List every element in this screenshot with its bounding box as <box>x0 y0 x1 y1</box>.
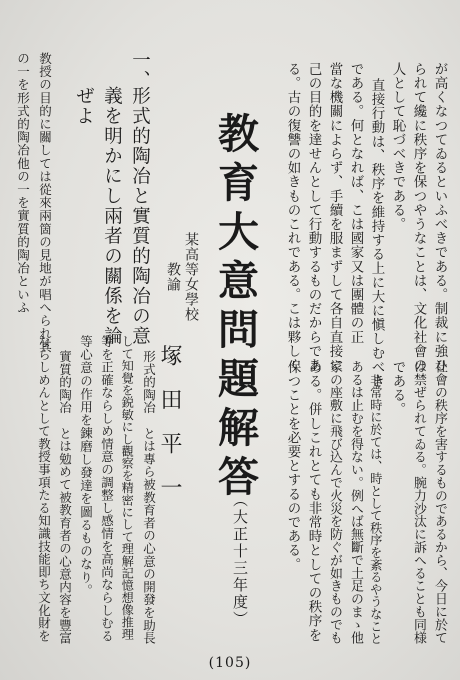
left-bottom-line-1: 形式的陶冶 とは專ら被教育者の心意の開發を助長 <box>141 350 157 645</box>
question-line-1: 形式的陶冶と實質的陶冶の意 <box>129 86 151 346</box>
article-title: 教育大意問題解答 <box>211 112 259 504</box>
left-bottom-line-6: ならしめんとして教授事項たる知識技能即ち文化財を <box>36 335 52 643</box>
question-line-3: ぜよ <box>73 86 95 126</box>
right-bottom-line-5: あるは止むを得ない。例へば無斷で土足のまゝ他 <box>347 360 363 644</box>
left-bottom-line-4: 等心意の作用を錬磨し發達を圖るものなり。 <box>78 335 94 597</box>
right-top-line-2: られて纔に秩序を保つやうなことは、文化社會の <box>410 62 427 373</box>
left-bottom-line-3: 等を正確ならしめ情意の調整し感情を高尚ならしむる <box>99 335 115 643</box>
right-bottom-line-4: 非常時に於ては、時として秩序を紊るやうなこと <box>368 374 383 645</box>
right-top-line-4: 直接行動は、秩序を維持する上に大に愼しむべき <box>368 78 385 389</box>
right-bottom-line-6: 家の座敷に飛び込んで火災を防ぐが如きものでも <box>326 360 342 644</box>
page-number: (105) <box>208 655 252 671</box>
right-bottom-line-3: である。 <box>389 360 406 417</box>
author-position: 教諭 <box>165 262 181 292</box>
right-top-line-6: 當な機關によらず、手續を服まずして各自直接に <box>326 62 343 373</box>
left-bottom-line-2: して知覺を鋭敏にし觀察を精密にして理解記憶想像推理 <box>120 335 135 640</box>
left-top-line-1: 教授の目的に關しては從來兩箇の見地が唱へられ其 <box>37 52 53 354</box>
question-number: 一、 <box>129 50 151 90</box>
right-bottom-line-2: は禁ぜられてゐる。腕力沙汰に訴へることも同様 <box>410 360 426 644</box>
right-top-line-3: 人として恥づべきである。 <box>389 62 406 232</box>
article-era: （大正十三年度） <box>231 492 249 628</box>
right-top-line-5: である。何となれば、こは國家又は團體の正 <box>347 62 364 344</box>
right-top-line-8: る。古の復讐の如きものこれである。こは夥しく <box>284 62 301 373</box>
left-bottom-line-5: 實質的陶冶 とは勉めて被教育者の心意内容を豐富 <box>57 350 73 645</box>
author-school: 某高等女學校 <box>183 232 199 322</box>
right-bottom-line-7: ある。併しこれとても非常時としての秩序を <box>305 360 322 642</box>
right-bottom-line-1: 社會の秩序を害するものであるから、今日に於て <box>431 360 447 644</box>
right-top-line-1: が高くなつてゐるといふべきである。制裁に強ひ <box>431 62 448 373</box>
right-bottom-line-8: 保つことを必要とするのである。 <box>284 360 301 572</box>
right-top-line-7: 己の目的を達せんとして行動するものだからであ <box>305 62 322 373</box>
question-line-2: 義を明かにし兩者の關係を論 <box>101 86 123 346</box>
left-top-line-2: の一を形式的陶冶他の一を實質的陶冶といふ <box>15 52 31 314</box>
author-name: 塚田平一 <box>157 344 182 520</box>
